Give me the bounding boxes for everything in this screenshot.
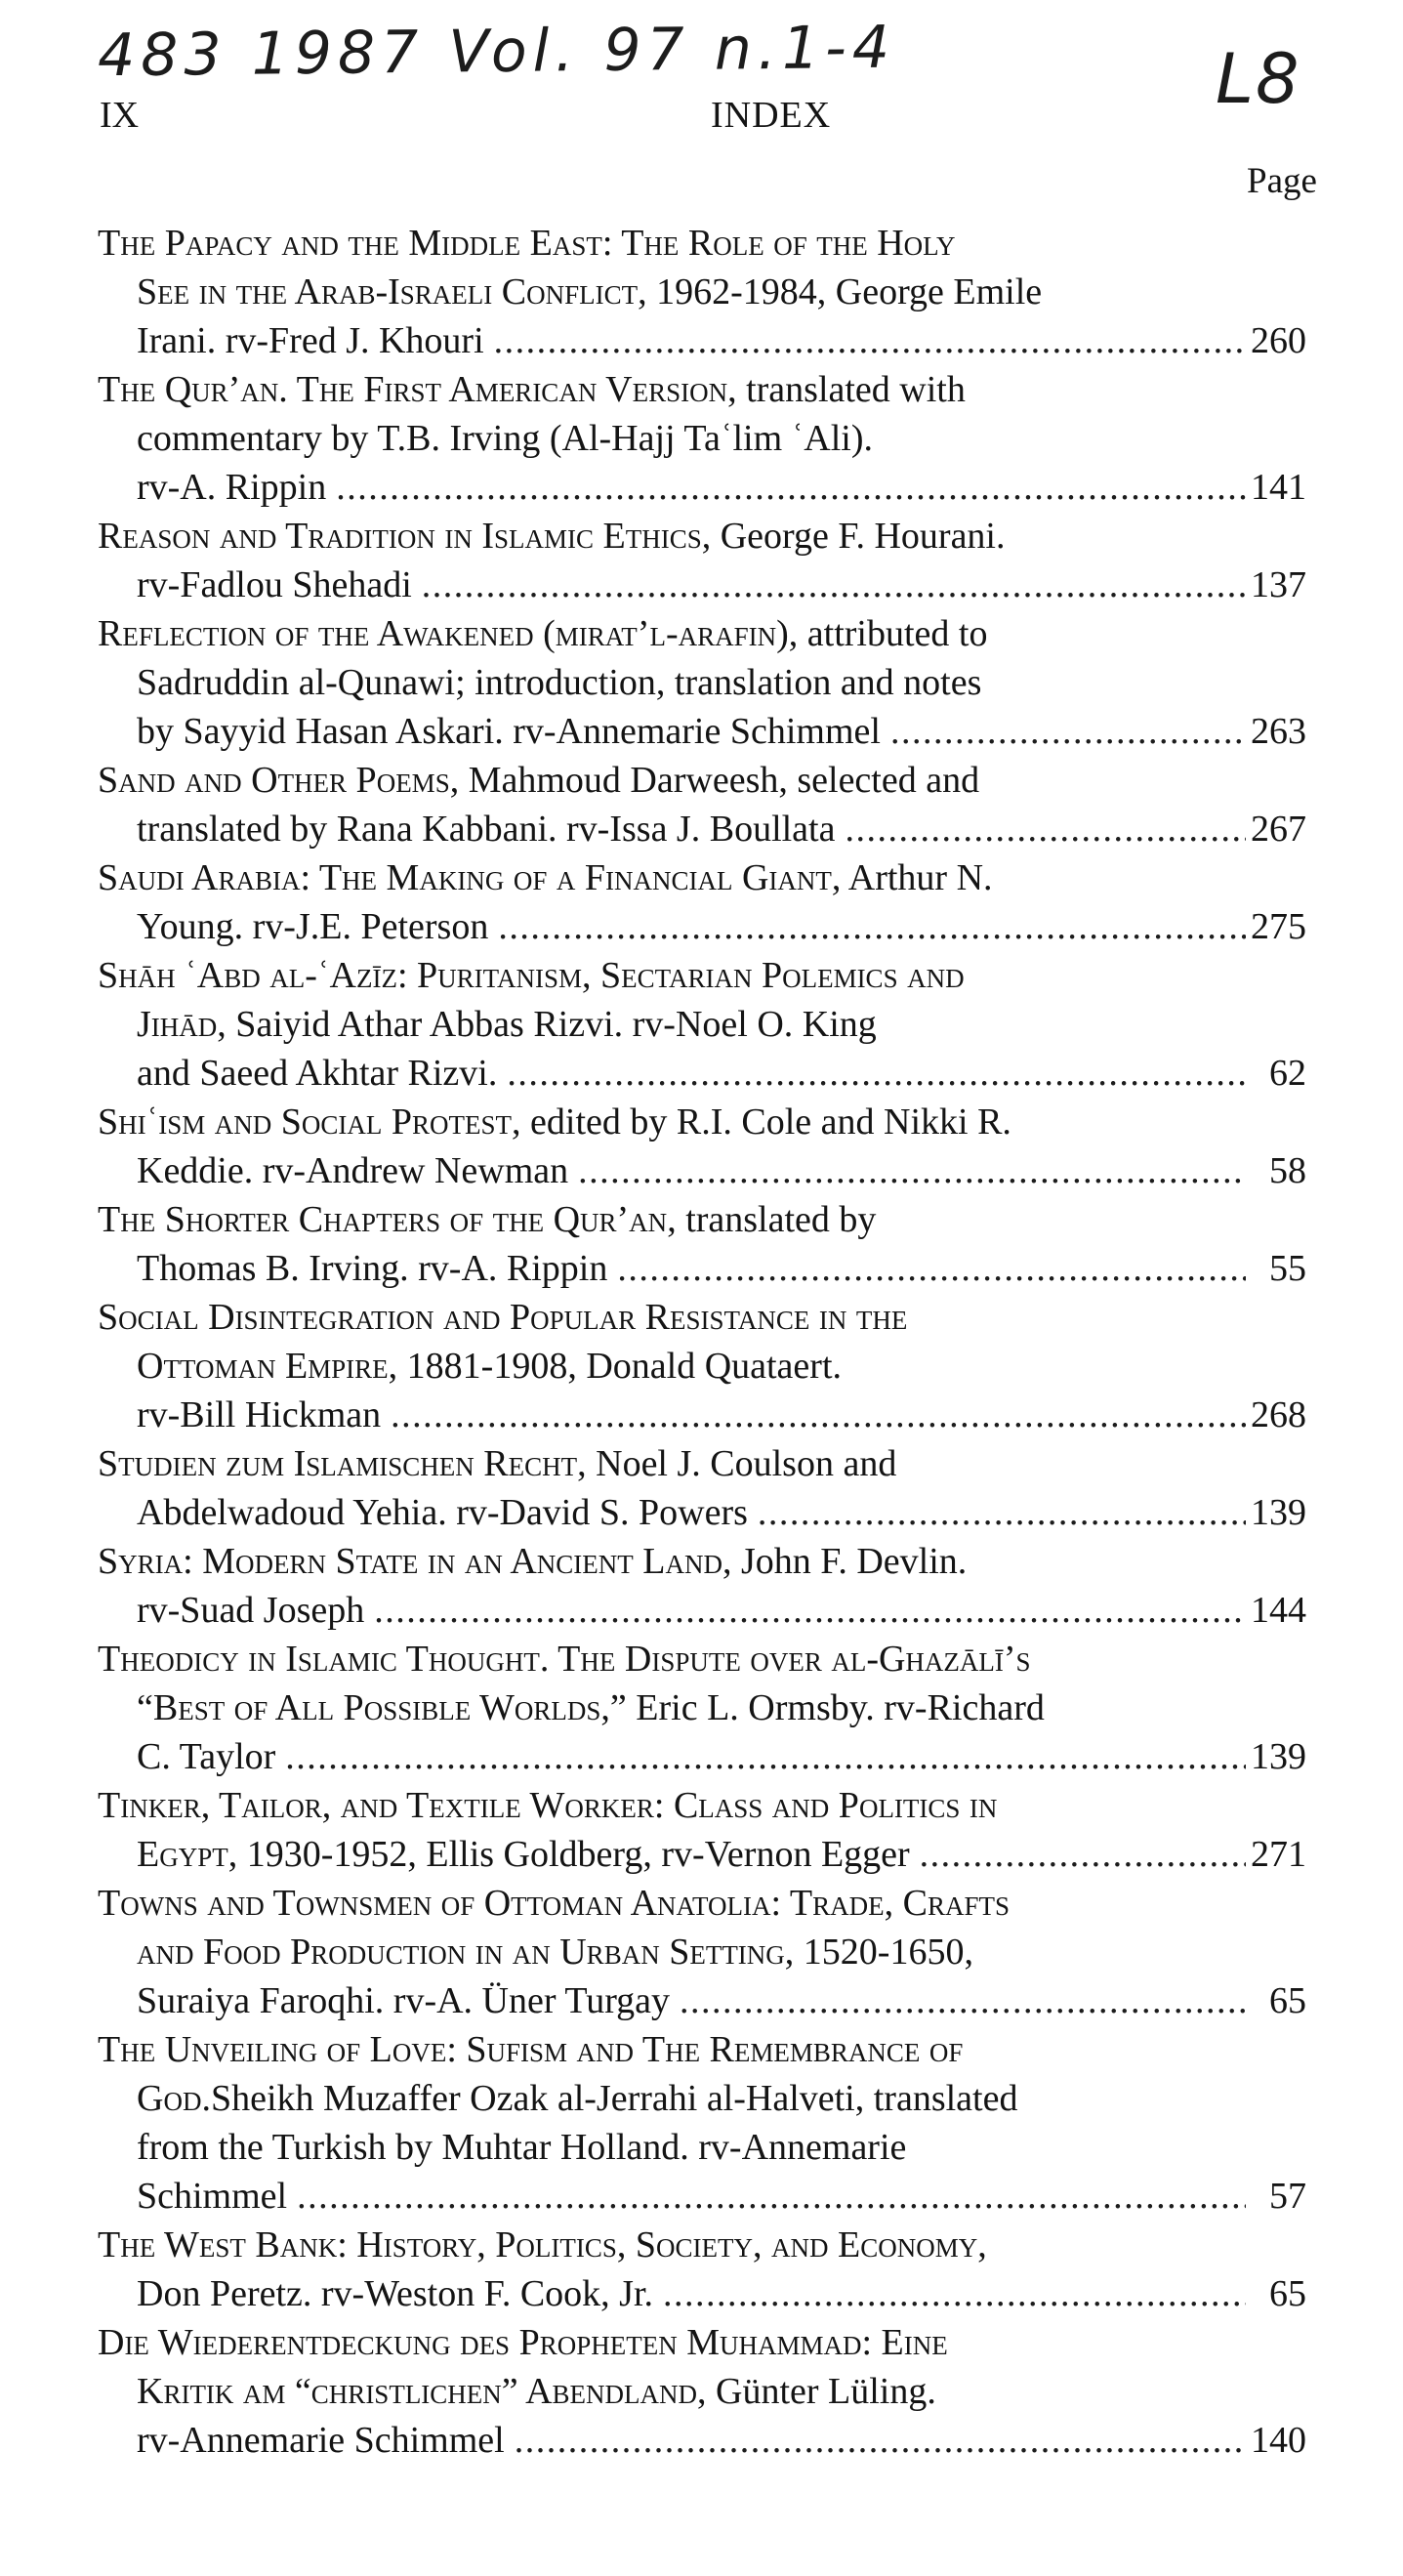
- dot-leader: [835, 805, 1246, 853]
- entry-text-segment: , Saiyid Athar Abbas Rizvi. rv-Noel O. King: [217, 1004, 877, 1045]
- entry-text-segment: Don Peretz. rv-Weston F. Cook, Jr.: [137, 2273, 654, 2314]
- index-entry: [98, 2318, 1306, 2465]
- entry-text-segment: , translated with: [727, 369, 966, 410]
- index-entry: [98, 2221, 1306, 2318]
- entry-title-segment: Syria: Modern State in an Ancient Land: [98, 1541, 722, 1582]
- entry-title-segment: The Qur’an. The First American Version: [98, 369, 728, 410]
- page-number: 268: [1251, 1394, 1306, 1435]
- entry-line-text: [137, 805, 835, 853]
- entry-line: [98, 1683, 1306, 1732]
- entry-line: [98, 2367, 1306, 2416]
- entry-text-segment: Sadruddin al-Qunawi; introduction, translation and notes: [137, 662, 982, 703]
- entry-text-segment: Thomas B. Irving. rv-A. Rippin: [137, 1248, 608, 1289]
- entry-text-segment: by Sayyid Hasan Askari. rv-Annemarie Schimmel: [137, 711, 881, 752]
- entry-line: [98, 1098, 1306, 1146]
- page-number: 139: [1251, 1736, 1306, 1777]
- entry-title-segment: Saudi Arabia: The Making of a Financial Giant: [98, 857, 832, 898]
- entry-text-segment: Schimmel: [137, 2176, 288, 2217]
- entry-text-segment: , 1881-1908, Donald Quataert.: [388, 1346, 843, 1387]
- dot-leader: [748, 1488, 1246, 1537]
- entry-line: [98, 1146, 1306, 1195]
- entry-line-text: [137, 1586, 364, 1635]
- entry-text-segment: and Saeed Akhtar Rizvi.: [137, 1053, 498, 1094]
- page-number: 144: [1251, 1590, 1306, 1631]
- entry-title-segment: Towns and Townsmen of Ottoman Anatolia: Trade, Crafts: [98, 1883, 1010, 1924]
- entry-line-text: [137, 1049, 497, 1098]
- page-number: 65: [1269, 2273, 1306, 2314]
- entry-line: [98, 1928, 1306, 1976]
- entry-line: [98, 1342, 1306, 1391]
- entry-line: [98, 902, 1306, 951]
- page-number: 65: [1269, 1980, 1306, 2021]
- index-entry: [98, 1537, 1306, 1635]
- entry-text-segment: , George F. Hourani.: [701, 516, 1006, 557]
- dot-leader: [910, 1830, 1246, 1879]
- entry-text-segment: rv-A. Rippin: [137, 467, 327, 508]
- dot-leader: [364, 1586, 1246, 1635]
- entry-line: [98, 1488, 1306, 1537]
- entry-line: [98, 2269, 1306, 2318]
- entry-title-segment: The West Bank: History, Politics, Society, and Economy: [98, 2224, 978, 2265]
- entry-line: [98, 2416, 1306, 2465]
- entry-line-text: [137, 1146, 568, 1195]
- page-number: 139: [1251, 1492, 1306, 1533]
- entry-line-text: [137, 316, 484, 365]
- entry-title-segment: and Food Production in an Urban Setting: [137, 1932, 785, 1973]
- entry-text-segment: Irani. rv-Fred J. Khouri: [137, 320, 484, 361]
- page-number: 141: [1251, 467, 1306, 508]
- entry-title-segment: Sand and Other Poems: [98, 760, 450, 801]
- entry-line-text: [137, 1976, 670, 2025]
- entry-line: [98, 1049, 1306, 1098]
- page-number: 275: [1251, 906, 1306, 947]
- index-entry: [98, 219, 1306, 365]
- page-number: 58: [1269, 1150, 1306, 1191]
- entry-text-segment: rv-Fadlou Shehadi: [137, 564, 412, 605]
- entry-line-text: [137, 1244, 607, 1293]
- entry-line: [98, 316, 1306, 365]
- entry-line-text: [137, 2416, 505, 2465]
- index-entry: [98, 609, 1306, 756]
- entry-text-segment: C. Taylor: [137, 1736, 276, 1777]
- index-entry: [98, 756, 1306, 853]
- page-number: 62: [1269, 1053, 1306, 1094]
- entry-title-segment: Shiʿism and Social Protest: [98, 1101, 513, 1143]
- entry-line: [98, 1293, 1306, 1342]
- dot-leader: [287, 2172, 1246, 2221]
- entry-line: [98, 609, 1306, 658]
- entry-text-segment: ,: [977, 2224, 987, 2265]
- entry-title-segment: The Unveiling of Love: Sufism and The Remembrance of: [98, 2029, 964, 2070]
- entry-title-segment: See in the Arab-Israeli Conflict: [137, 271, 639, 312]
- entry-text-segment: Eric L. Ormsby. rv-Richard: [626, 1687, 1045, 1728]
- dot-leader: [497, 1049, 1246, 1098]
- entry-line: [98, 2123, 1306, 2172]
- entry-title-segment: Egypt: [137, 1834, 228, 1875]
- index-entry: [98, 1879, 1306, 2025]
- entry-line: [98, 2025, 1306, 2074]
- page-number: 263: [1251, 711, 1306, 752]
- entry-line: [98, 2172, 1306, 2221]
- dot-leader: [881, 707, 1246, 756]
- entry-text-segment: Suraiya Faroqhi. rv-A. Üner Turgay: [137, 1980, 671, 2021]
- entry-title-segment: Tinker, Tailor, and Textile Worker: Class and Politics in: [98, 1785, 998, 1826]
- entry-line: [98, 1391, 1306, 1439]
- entry-line: [98, 1439, 1306, 1488]
- entry-line-text: [137, 902, 488, 951]
- entry-line: [98, 512, 1306, 561]
- entry-line-text: [137, 1488, 748, 1537]
- entry-line: [98, 561, 1306, 609]
- index-entry: [98, 1439, 1306, 1537]
- entry-line: [98, 658, 1306, 707]
- entry-line: [98, 707, 1306, 756]
- entry-title-segment: The Papacy and the Middle East: The Role of the Holy: [98, 223, 956, 264]
- entry-line: [98, 268, 1306, 316]
- page-number: 271: [1251, 1834, 1306, 1875]
- index-entry: [98, 1781, 1306, 1879]
- entry-text-segment: , 1520-1650,: [784, 1932, 973, 1973]
- index-entries: [98, 219, 1306, 2465]
- entry-line: [98, 2318, 1306, 2367]
- entry-line: [98, 463, 1306, 512]
- entry-text-segment: , Arthur N.: [831, 857, 993, 898]
- page-number: 260: [1251, 320, 1306, 361]
- entry-title-segment: Kritik am “christlichen” Abendland: [137, 2371, 697, 2412]
- page-number: 140: [1251, 2420, 1306, 2461]
- index-entry: [98, 951, 1306, 1098]
- entry-title-segment: Reflection of the Awakened (mirat’l-arafin): [98, 613, 789, 654]
- entry-text-segment: Abdelwadoud Yehia. rv-David S. Powers: [137, 1492, 748, 1533]
- entry-title-segment: Shāh ʿAbd al-ʿAzīz: Puritanism, Sectarian Polemics and: [98, 955, 965, 996]
- entry-line: [98, 1635, 1306, 1683]
- entry-text-segment: , Noel J. Coulson and: [577, 1443, 897, 1484]
- entry-line-text: [137, 561, 412, 609]
- entry-text-segment: from the Turkish by Muhtar Holland. rv-Annemarie: [137, 2127, 907, 2168]
- entry-line: [98, 1879, 1306, 1928]
- dot-leader: [607, 1244, 1246, 1293]
- section-roman-numeral: IX: [100, 95, 140, 136]
- entry-line: [98, 1732, 1306, 1781]
- entry-line: [98, 853, 1306, 902]
- page-number: 267: [1251, 809, 1306, 850]
- entry-text-segment: , attributed to: [788, 613, 988, 654]
- entry-text-segment: Young. rv-J.E. Peterson: [137, 906, 489, 947]
- dot-leader: [275, 1732, 1246, 1781]
- entry-line: [98, 1537, 1306, 1586]
- entry-line: [98, 1586, 1306, 1635]
- entry-title-segment: “Best of All Possible Worlds,”: [137, 1687, 627, 1728]
- entry-line: [98, 1830, 1306, 1879]
- entry-text-segment: rv-Bill Hickman: [137, 1394, 382, 1435]
- entry-title-segment: Die Wiederentdeckung des Propheten Muhammad: Eine: [98, 2322, 948, 2363]
- entry-line: [98, 1976, 1306, 2025]
- entry-line: [98, 951, 1306, 1000]
- page-column-label: Page: [1247, 161, 1317, 201]
- entry-line-text: [137, 2269, 653, 2318]
- entry-title-segment: Ottoman Empire: [137, 1346, 389, 1387]
- entry-title-segment: Reason and Tradition in Islamic Ethics: [98, 516, 702, 557]
- entry-text-segment: rv-Annemarie Schimmel: [137, 2420, 505, 2461]
- index-entry: [98, 512, 1306, 609]
- page-number: 55: [1269, 1248, 1306, 1289]
- entry-line-text: [137, 463, 326, 512]
- entry-line: [98, 2221, 1306, 2269]
- entry-line-text: [137, 1391, 381, 1439]
- dot-leader: [488, 902, 1246, 951]
- page-number: 137: [1251, 564, 1306, 605]
- entry-title-segment: Theodicy in Islamic Thought. The Dispute over al-Ghazālī’s: [98, 1639, 1031, 1680]
- entry-line-text: [137, 1732, 275, 1781]
- page-number: 57: [1269, 2176, 1306, 2217]
- entry-line: [98, 219, 1306, 268]
- entry-line: [98, 414, 1306, 463]
- entry-title-segment: Studien zum Islamischen Recht: [98, 1443, 578, 1484]
- entry-line-text: [137, 1830, 910, 1879]
- dot-leader: [568, 1146, 1246, 1195]
- entry-title-segment: The Shorter Chapters of the Qur’an: [98, 1199, 668, 1240]
- entry-line: [98, 1000, 1306, 1049]
- dot-leader: [412, 561, 1246, 609]
- entry-text-segment: Sheikh Muzaffer Ozak al-Jerrahi al-Halveti, translated: [210, 2078, 1018, 2119]
- entry-line: [98, 2074, 1306, 2123]
- entry-line-text: [137, 2172, 287, 2221]
- entry-text-segment: , translated by: [667, 1199, 877, 1240]
- entry-text-segment: , Mahmoud Darweesh, selected and: [449, 760, 980, 801]
- index-entry: [98, 1098, 1306, 1195]
- entry-line-text: [137, 707, 881, 756]
- dot-leader: [653, 2269, 1246, 2318]
- index-entry: [98, 365, 1306, 512]
- entry-line: [98, 1781, 1306, 1830]
- index-entry: [98, 1195, 1306, 1293]
- entry-line: [98, 1195, 1306, 1244]
- entry-text-segment: , 1930-1952, Ellis Goldberg, rv-Vernon Egger: [227, 1834, 910, 1875]
- entry-text-segment: commentary by T.B. Irving (Al-Hajj Taʿlim ʿAli).: [137, 418, 874, 459]
- entry-text-segment: translated by Rana Kabbani. rv-Issa J. Boullata: [137, 809, 836, 850]
- handwritten-shelfmark: L8: [1216, 39, 1301, 119]
- entry-text-segment: , 1962-1984, George Emile: [638, 271, 1043, 312]
- dot-leader: [326, 463, 1246, 512]
- entry-text-segment: Keddie. rv-Andrew Newman: [137, 1150, 569, 1191]
- entry-title-segment: God.: [137, 2078, 211, 2119]
- dot-leader: [381, 1391, 1246, 1439]
- entry-line: [98, 756, 1306, 805]
- entry-line: [98, 805, 1306, 853]
- entry-text-segment: rv-Suad Joseph: [137, 1590, 365, 1631]
- dot-leader: [484, 316, 1246, 365]
- dot-leader: [505, 2416, 1246, 2465]
- handwritten-note: 483 1987 Vol. 97 n.1-4: [97, 13, 896, 91]
- index-entry: [98, 1635, 1306, 1781]
- dot-leader: [670, 1976, 1246, 2025]
- entry-text-segment: , Günter Lüling.: [697, 2371, 936, 2412]
- index-entry: [98, 1293, 1306, 1439]
- entry-line: [98, 1244, 1306, 1293]
- page-title: INDEX: [711, 95, 832, 136]
- entry-title-segment: Social Disintegration and Popular Resistance in the: [98, 1297, 908, 1338]
- index-entry: [98, 2025, 1306, 2221]
- entry-text-segment: , edited by R.I. Cole and Nikki R.: [512, 1101, 1011, 1143]
- entry-text-segment: , John F. Devlin.: [722, 1541, 968, 1582]
- entry-title-segment: Jihād: [137, 1004, 218, 1045]
- index-entry: [98, 853, 1306, 951]
- entry-line: [98, 365, 1306, 414]
